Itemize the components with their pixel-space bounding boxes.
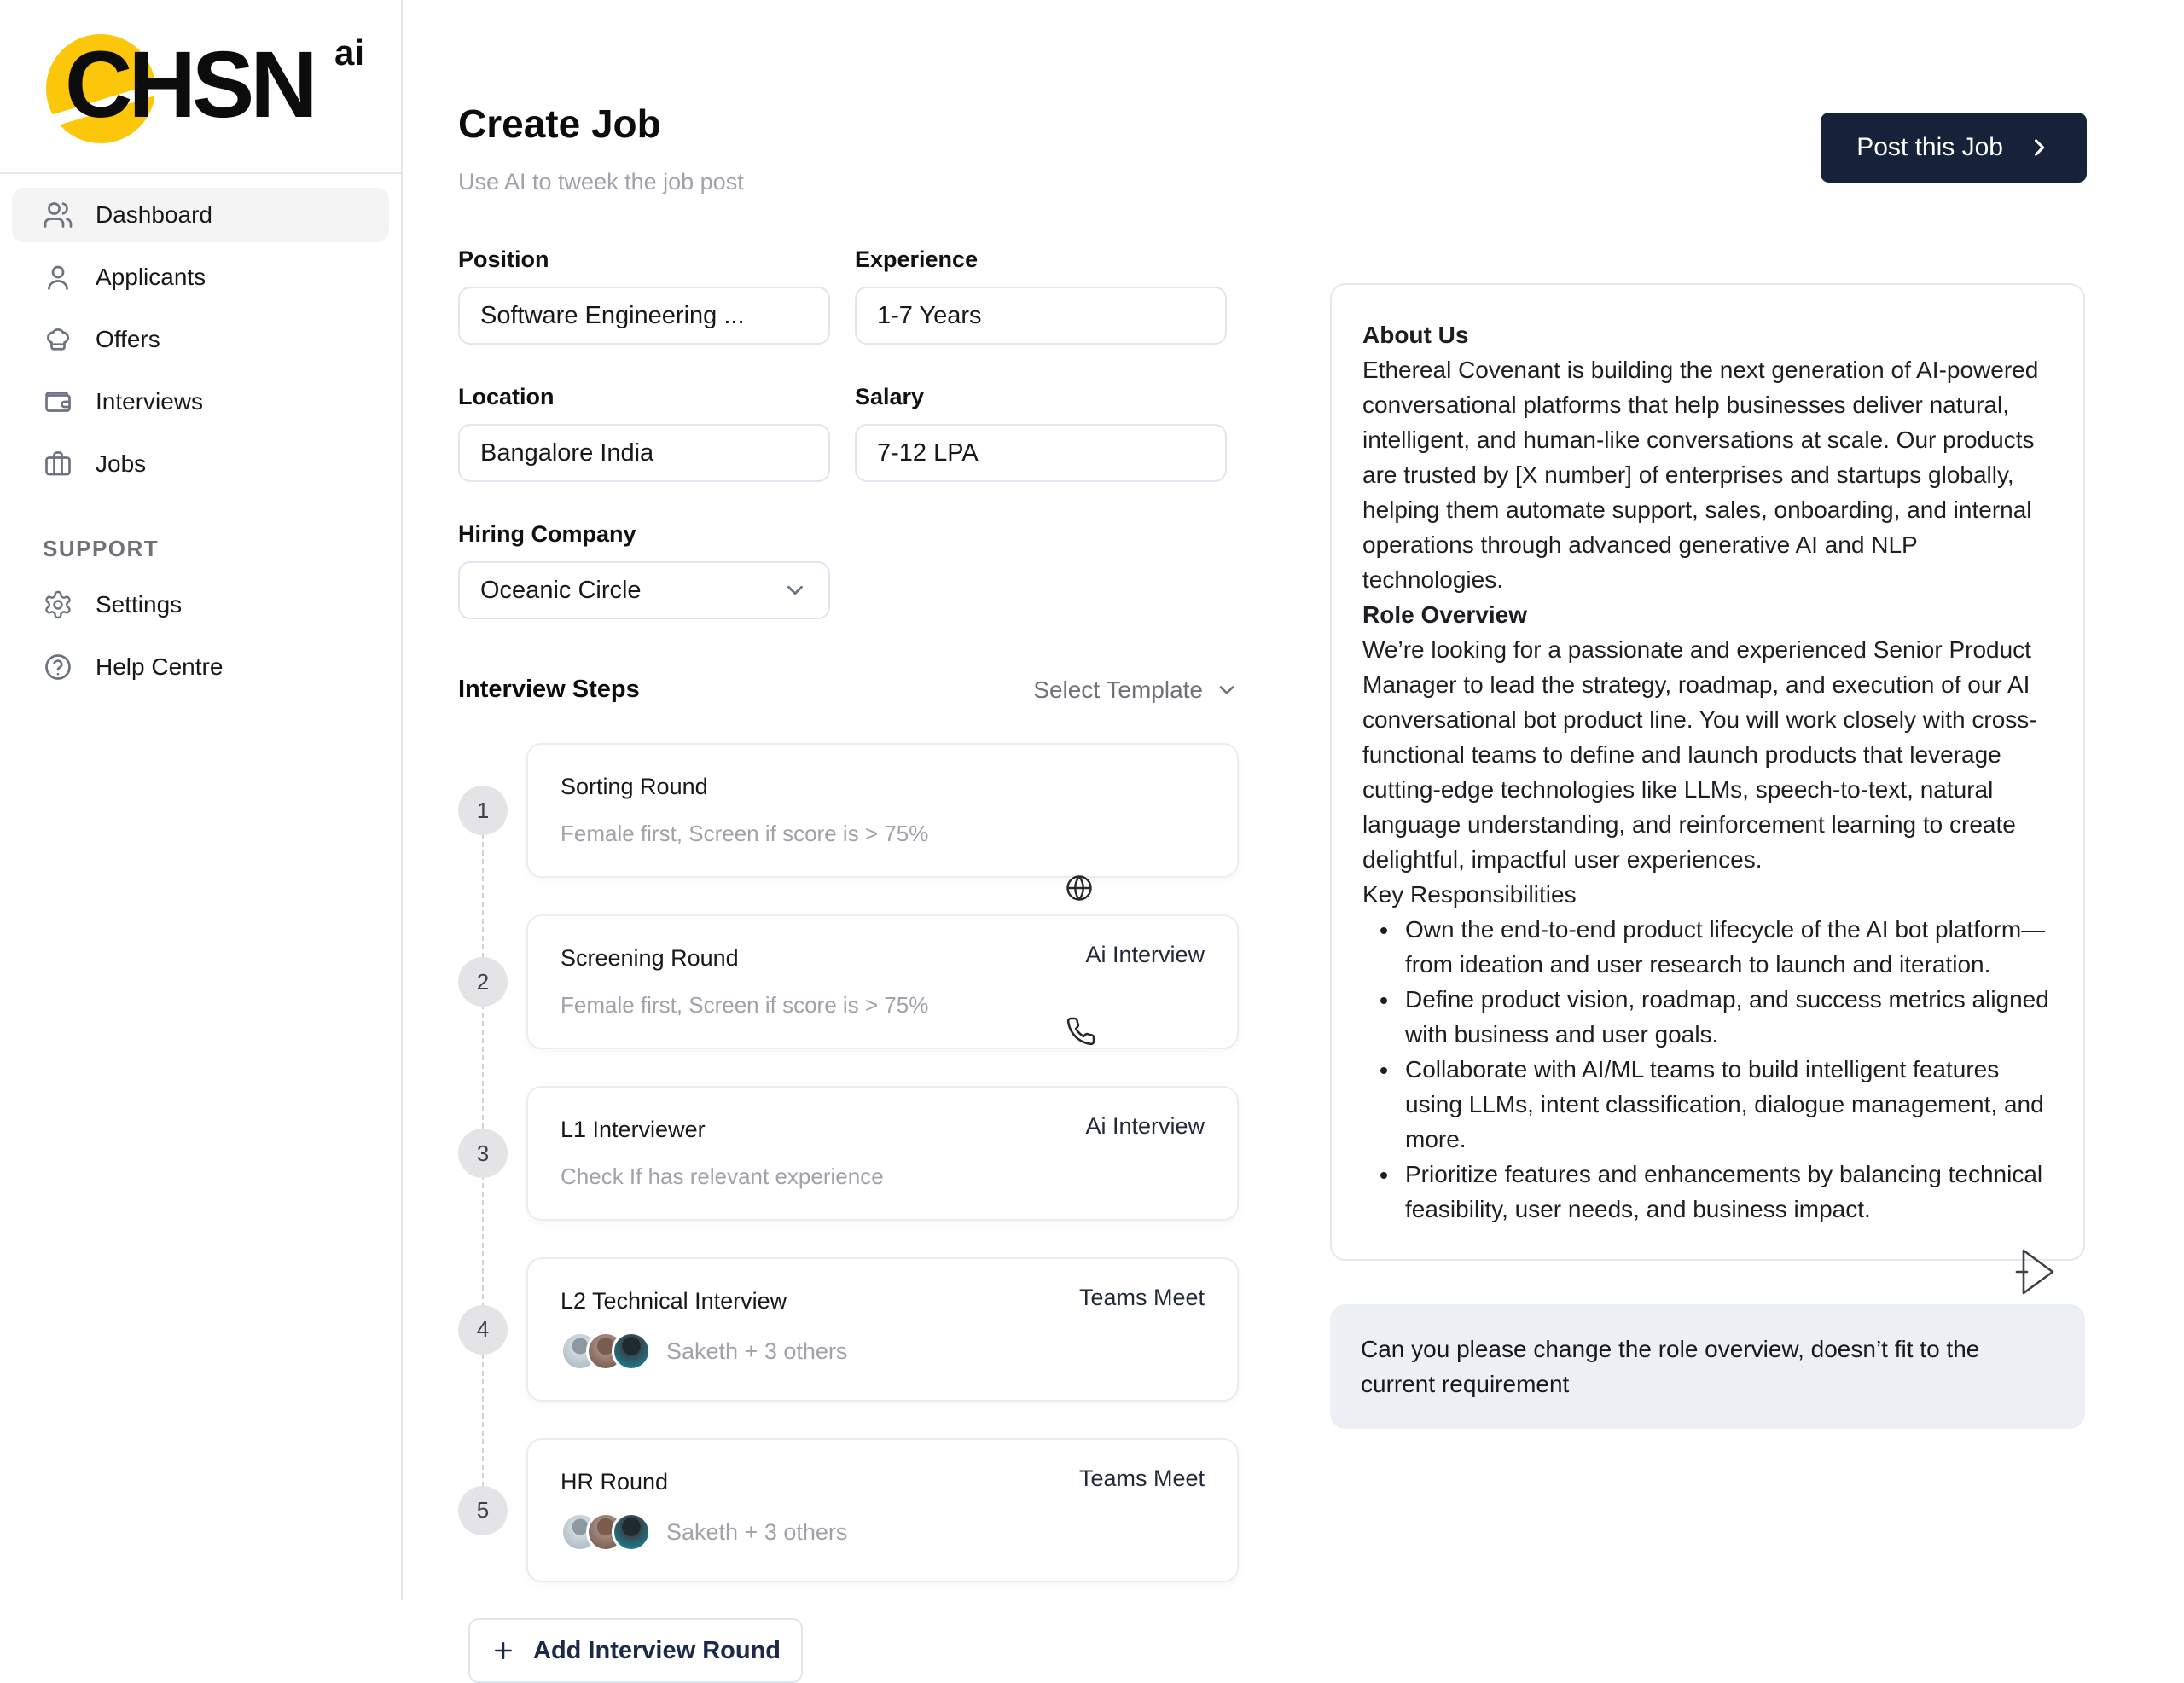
responsibility-item: • Prioritize features and enhancements by balancing technical feasibility, user needs, and business impact. [1400,1157,2053,1227]
step-number: 4 [458,1305,508,1355]
user-icon [43,262,73,293]
step-title: Sorting Round [561,774,708,799]
select-template-label: Select Template [1033,676,1203,703]
experience-label: Experience [855,247,979,272]
brand-logo[interactable] [0,0,401,174]
sidebar-item-label: Interviews [96,388,204,415]
salary-label: Salary [855,384,925,409]
sidebar-item-offers[interactable] [12,312,389,367]
step-title: L2 Technical Interview [561,1288,787,1314]
responsibility-item: • Define product vision, roadmap, and success metrics aligned with business and user goals. [1400,982,2053,1052]
briefcase-icon [43,449,73,479]
step-description: Check If has relevant experience [561,1164,884,1189]
step-title: Screening Round [561,945,739,971]
interviewer-avatars [561,1332,651,1371]
salary-input[interactable] [855,424,1227,482]
step-description: Female first, Screen if score is > 75% [561,992,929,1018]
hiring-company-select[interactable] [458,561,830,619]
hiring-company-label: Hiring Company [458,521,636,547]
step-number: 3 [458,1129,508,1178]
page-subtitle: Use AI to tweek the job post [458,169,744,194]
step-channel-tag: Teams Meet [1078,1465,1205,1491]
responsibilities-list [1400,912,2053,1227]
step-title: L1 Interviewer [561,1117,706,1142]
plus-icon [491,1638,516,1663]
key-responsibilities-heading: Key Responsibilities [1362,881,1577,908]
role-overview-heading: Role Overview [1362,601,1527,628]
chevron-right-icon [2027,136,2051,160]
interviewer-avatars [561,1512,651,1552]
step-channel-tag: Ai Interview [1085,942,1205,967]
experience-input[interactable] [855,287,1227,345]
job-description-panel [1330,283,2085,1261]
step-number: 2 [458,957,508,1007]
sidebar-item-label: Jobs [96,450,147,477]
step-channel-tag: Teams Meet [1078,1285,1205,1310]
brand-name: CHSN [65,32,314,137]
select-template-dropdown[interactable] [1033,676,1239,704]
about-us-heading: About Us [1362,322,1469,348]
interviewers-label: Saketh + 3 others [666,1518,848,1545]
position-label: Position [458,247,549,272]
responsibility-item: • Own the end-to-end product lifecycle of the AI bot platform—from ideation and user research to launch and iteration. [1400,912,2053,982]
sidebar-item-label: Help Centre [96,653,224,680]
sidebar-item-label: Settings [96,591,183,618]
location-label: Location [458,384,555,409]
step-description: Female first, Screen if score is > 75% [561,821,929,846]
chevron-down-icon [782,577,808,603]
support-heading: SUPPORT [43,536,160,561]
avatar [612,1512,651,1552]
sidebar-item-jobs[interactable] [12,437,389,491]
sidebar-item-interviews[interactable] [12,374,389,429]
sidebar-nav [0,174,401,702]
phone-icon [1066,1016,1096,1047]
responsibility-item: • Collaborate with AI/ML teams to build intelligent features using LLMs, intent classification, dialogue management, and more. [1400,1052,2053,1157]
sidebar-item-help-centre[interactable] [12,640,389,694]
sidebar-item-applicants[interactable] [12,250,389,305]
location-input[interactable] [458,424,830,482]
post-this-job-label: Post this Job [1856,133,2003,161]
gear-icon [43,589,73,620]
chevron-down-icon [1215,678,1239,702]
interview-steps-list [458,743,1239,1582]
step-title: HR Round [561,1469,669,1494]
wallet-icon [43,386,73,417]
interview-steps-title: Interview Steps [458,676,640,703]
add-interview-round-label: Add Interview Round [533,1636,781,1664]
globe-icon [1064,873,1095,903]
sidebar [0,0,403,1600]
role-overview-text: We’re looking for a passionate and experienced Senior Product Manager to lead the strategy, roadmap, and execution of our AI conversational bot product line. You will work closely with cross-functional teams to define and launch products that leverage cutting-edge technologies like LLMs, speech-to-text, natural language understanding, and reinforcement learning to create delightful, impactful user experiences. [1362,636,2037,873]
interview-step-card-l1-interviewer[interactable] [526,1086,1239,1221]
avatar [612,1332,651,1371]
about-us-text: Ethereal Covenant is building the next generation of AI-powered conversational platforms that help businesses deliver natural, intelligent, and human-like conversations at scale. Our products are trusted by [X number] of enterprises and startups globally, helping them automate support, sales, onboarding, and internal operations through advanced generative AI and NLP technologies. [1362,357,2039,593]
interview-step-card-sorting-round[interactable] [526,743,1239,878]
chef-hat-icon [43,324,73,355]
hiring-company-value: Oceanic Circle [480,576,642,604]
step-number: 1 [458,786,508,835]
brand-suffix: ai [334,32,365,73]
help-circle-icon [43,652,73,682]
interview-step-card-l2-technical-interview[interactable] [526,1257,1239,1402]
sidebar-item-label: Offers [96,326,160,352]
chat-message-bubble: Can you please change the role overview, doesn’t fit to the current requirement [1330,1304,2085,1429]
interview-step-card-hr-round[interactable] [526,1438,1239,1582]
sidebar-item-label: Applicants [96,264,206,290]
step-number: 5 [458,1486,508,1535]
users-icon [43,200,73,230]
add-interview-round-button[interactable] [468,1618,803,1683]
sidebar-item-settings[interactable] [12,577,389,632]
sidebar-item-label: Dashboard [96,201,212,228]
post-this-job-button[interactable] [1821,113,2087,183]
interview-step-card-screening-round[interactable] [526,914,1239,1049]
sidebar-item-dashboard[interactable] [12,188,389,242]
send-cursor-icon[interactable] [2013,1245,2059,1298]
step-channel-tag: Ai Interview [1085,1113,1205,1139]
page-title: Create Job [458,102,661,146]
interviewers-label: Saketh + 3 others [666,1338,848,1364]
position-input[interactable] [458,287,830,345]
main-content [403,0,2184,1664]
